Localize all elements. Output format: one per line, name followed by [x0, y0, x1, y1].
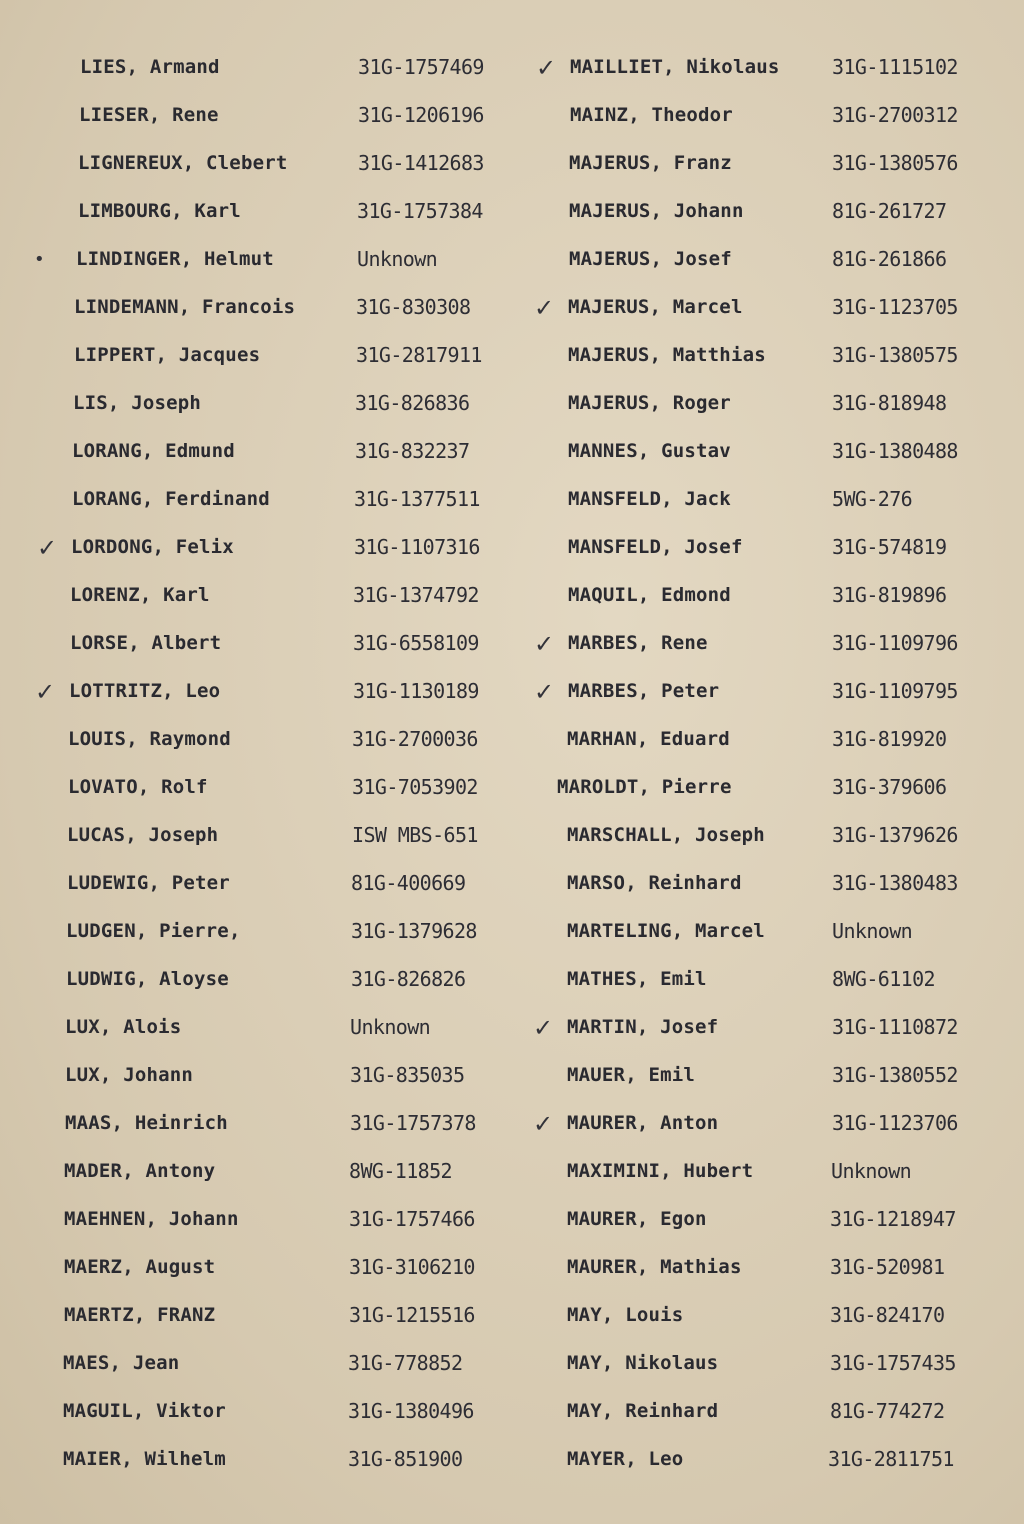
person-name: MAJERUS, Matthias: [568, 344, 766, 366]
person-name: LOUIS, Raymond: [68, 728, 231, 750]
person-name: MAY, Reinhard: [567, 1400, 719, 1422]
serial-number: 31G-2811751: [828, 1447, 954, 1471]
person-name: LIMBOURG, Karl: [78, 200, 241, 222]
serial-number: 31G-1757469: [358, 55, 484, 79]
person-name: MARSO, Reinhard: [567, 872, 742, 894]
serial-number: 31G-1130189: [353, 679, 479, 703]
person-name: MAXIMINI, Hubert: [567, 1160, 754, 1182]
person-name: LOVATO, Rolf: [68, 776, 208, 798]
serial-number: 31G-1123705: [832, 295, 958, 319]
serial-number: 31G-1757378: [350, 1111, 476, 1135]
serial-number: 31G-2700036: [352, 727, 478, 751]
person-name: LUX, Johann: [65, 1064, 194, 1086]
person-name: MAJERUS, Franz: [569, 152, 732, 174]
person-name: LOTTRITZ, Leo: [69, 680, 221, 702]
person-name: MARBES, Peter: [568, 680, 720, 702]
serial-number: 31G-1218947: [830, 1207, 956, 1231]
serial-number: 31G-830308: [356, 295, 471, 319]
serial-number: 8WG-61102: [832, 967, 935, 991]
serial-number: 31G-1380496: [348, 1399, 474, 1423]
person-name: MAINZ, Theodor: [570, 104, 733, 126]
person-name: LORSE, Albert: [70, 632, 222, 654]
serial-number: 31G-1380552: [832, 1063, 958, 1087]
person-name: LIPPERT, Jacques: [74, 344, 261, 366]
person-name: LIGNEREUX, Clebert: [78, 152, 288, 174]
serial-number: 31G-1380576: [832, 151, 958, 175]
serial-number: 31G-1206196: [358, 103, 484, 127]
serial-number: 81G-261866: [832, 247, 947, 271]
person-name: MARSCHALL, Joseph: [567, 824, 765, 846]
person-name: MAY, Nikolaus: [567, 1352, 719, 1374]
person-name: MAILLIET, Nikolaus: [570, 56, 780, 78]
serial-number: 31G-3106210: [349, 1255, 475, 1279]
serial-number: 31G-1107316: [354, 535, 480, 559]
person-name: MAGUIL, Viktor: [63, 1400, 226, 1422]
person-name: LIS, Joseph: [73, 392, 202, 414]
person-name: LUCAS, Joseph: [67, 824, 219, 846]
person-name: LIES, Armand: [80, 56, 220, 78]
person-name: MATHES, Emil: [567, 968, 707, 990]
serial-number: 31G-520981: [830, 1255, 945, 1279]
serial-number: 8WG-11852: [349, 1159, 452, 1183]
serial-number: 31G-819920: [832, 727, 947, 751]
serial-number: Unknown: [832, 919, 913, 943]
serial-number: Unknown: [831, 1159, 912, 1183]
person-name: MADER, Antony: [64, 1160, 216, 1182]
person-name: LIESER, Rene: [79, 104, 219, 126]
person-name: LORANG, Ferdinand: [72, 488, 270, 510]
checkmark-icon: ✓: [533, 1014, 554, 1042]
person-name: MAAS, Heinrich: [65, 1112, 228, 1134]
serial-number: 31G-1374792: [353, 583, 479, 607]
checkmark-icon: ✓: [534, 678, 555, 706]
serial-number: 31G-818948: [832, 391, 947, 415]
serial-number: 31G-1757435: [830, 1351, 956, 1375]
serial-number: 31G-1109796: [832, 631, 958, 655]
person-name: MAURER, Mathias: [567, 1256, 742, 1278]
person-name: MANSFELD, Josef: [568, 536, 743, 558]
person-name: MAEHNEN, Johann: [64, 1208, 239, 1230]
person-name: MAJERUS, Johann: [569, 200, 744, 222]
person-name: MAIER, Wilhelm: [63, 1448, 226, 1470]
serial-number: 31G-1379626: [832, 823, 958, 847]
person-name: LINDEMANN, Francois: [74, 296, 296, 318]
person-name: LORANG, Edmund: [72, 440, 235, 462]
serial-number: 31G-379606: [832, 775, 947, 799]
serial-number: 31G-826836: [355, 391, 470, 415]
serial-number: 31G-2700312: [832, 103, 958, 127]
person-name: MAUER, Emil: [567, 1064, 696, 1086]
serial-number: 31G-7053902: [352, 775, 478, 799]
serial-number: 31G-835035: [350, 1063, 465, 1087]
person-name: MAQUIL, Edmond: [568, 584, 731, 606]
serial-number: 31G-1379628: [351, 919, 477, 943]
person-name: MAURER, Anton: [567, 1112, 719, 1134]
serial-number: 31G-6558109: [353, 631, 479, 655]
serial-number: 81G-261727: [832, 199, 947, 223]
person-name: MARHAN, Eduard: [567, 728, 730, 750]
serial-number: 31G-1757384: [357, 199, 483, 223]
serial-number: 31G-1380575: [832, 343, 958, 367]
person-name: MAJERUS, Marcel: [568, 296, 743, 318]
person-name: LUDEWIG, Peter: [67, 872, 230, 894]
person-name: MAJERUS, Roger: [568, 392, 731, 414]
checkmark-icon: ✓: [536, 54, 557, 82]
serial-number: Unknown: [350, 1015, 431, 1039]
serial-number: 81G-400669: [351, 871, 466, 895]
serial-number: 31G-778852: [348, 1351, 463, 1375]
person-name: MARTIN, Josef: [567, 1016, 719, 1038]
person-name: MANSFELD, Jack: [568, 488, 731, 510]
person-name: MAY, Louis: [567, 1304, 684, 1326]
serial-number: 31G-1215516: [349, 1303, 475, 1327]
serial-number: 31G-574819: [832, 535, 947, 559]
checkmark-icon: ✓: [35, 678, 56, 706]
person-name: MAES, Jean: [63, 1352, 180, 1374]
serial-number: 31G-2817911: [356, 343, 482, 367]
serial-number: 31G-1115102: [832, 55, 958, 79]
person-name: MAJERUS, Josef: [569, 248, 732, 270]
checkmark-icon: ✓: [37, 534, 58, 562]
serial-number: 31G-1110872: [832, 1015, 958, 1039]
serial-number: 81G-774272: [830, 1399, 945, 1423]
person-name: LINDINGER, Helmut: [76, 248, 274, 270]
person-name: LORENZ, Karl: [70, 584, 210, 606]
serial-number: 31G-1109795: [832, 679, 958, 703]
serial-number: ISW MBS-651: [352, 823, 478, 847]
person-name: LUX, Alois: [65, 1016, 182, 1038]
person-name: MAYER, Leo: [567, 1448, 684, 1470]
serial-number: 5WG-276: [832, 487, 913, 511]
serial-number: 31G-1380483: [832, 871, 958, 895]
bullet-mark: •: [34, 249, 45, 270]
serial-number: 31G-826826: [351, 967, 466, 991]
person-name: MAURER, Egon: [567, 1208, 707, 1230]
person-name: MAERTZ, FRANZ: [64, 1304, 216, 1326]
serial-number: 31G-1123706: [832, 1111, 958, 1135]
serial-number: 31G-832237: [355, 439, 470, 463]
checkmark-icon: ✓: [534, 294, 555, 322]
serial-number: 31G-1757466: [349, 1207, 475, 1231]
person-name: MANNES, Gustav: [568, 440, 731, 462]
serial-number: 31G-1377511: [354, 487, 480, 511]
person-name: LORDONG, Felix: [71, 536, 234, 558]
person-name: MAROLDT, Pierre: [557, 776, 732, 798]
checkmark-icon: ✓: [533, 1110, 554, 1138]
serial-number: 31G-1412683: [358, 151, 484, 175]
person-name: LUDGEN, Pierre,: [66, 920, 241, 942]
serial-number: 31G-851900: [348, 1447, 463, 1471]
person-name: LUDWIG, Aloyse: [66, 968, 229, 990]
person-name: MAERZ, August: [64, 1256, 216, 1278]
serial-number: 31G-1380488: [832, 439, 958, 463]
serial-number: Unknown: [357, 247, 438, 271]
serial-number: 31G-819896: [832, 583, 947, 607]
person-name: MARBES, Rene: [568, 632, 708, 654]
checkmark-icon: ✓: [534, 630, 555, 658]
serial-number: 31G-824170: [830, 1303, 945, 1327]
person-name: MARTELING, Marcel: [567, 920, 765, 942]
